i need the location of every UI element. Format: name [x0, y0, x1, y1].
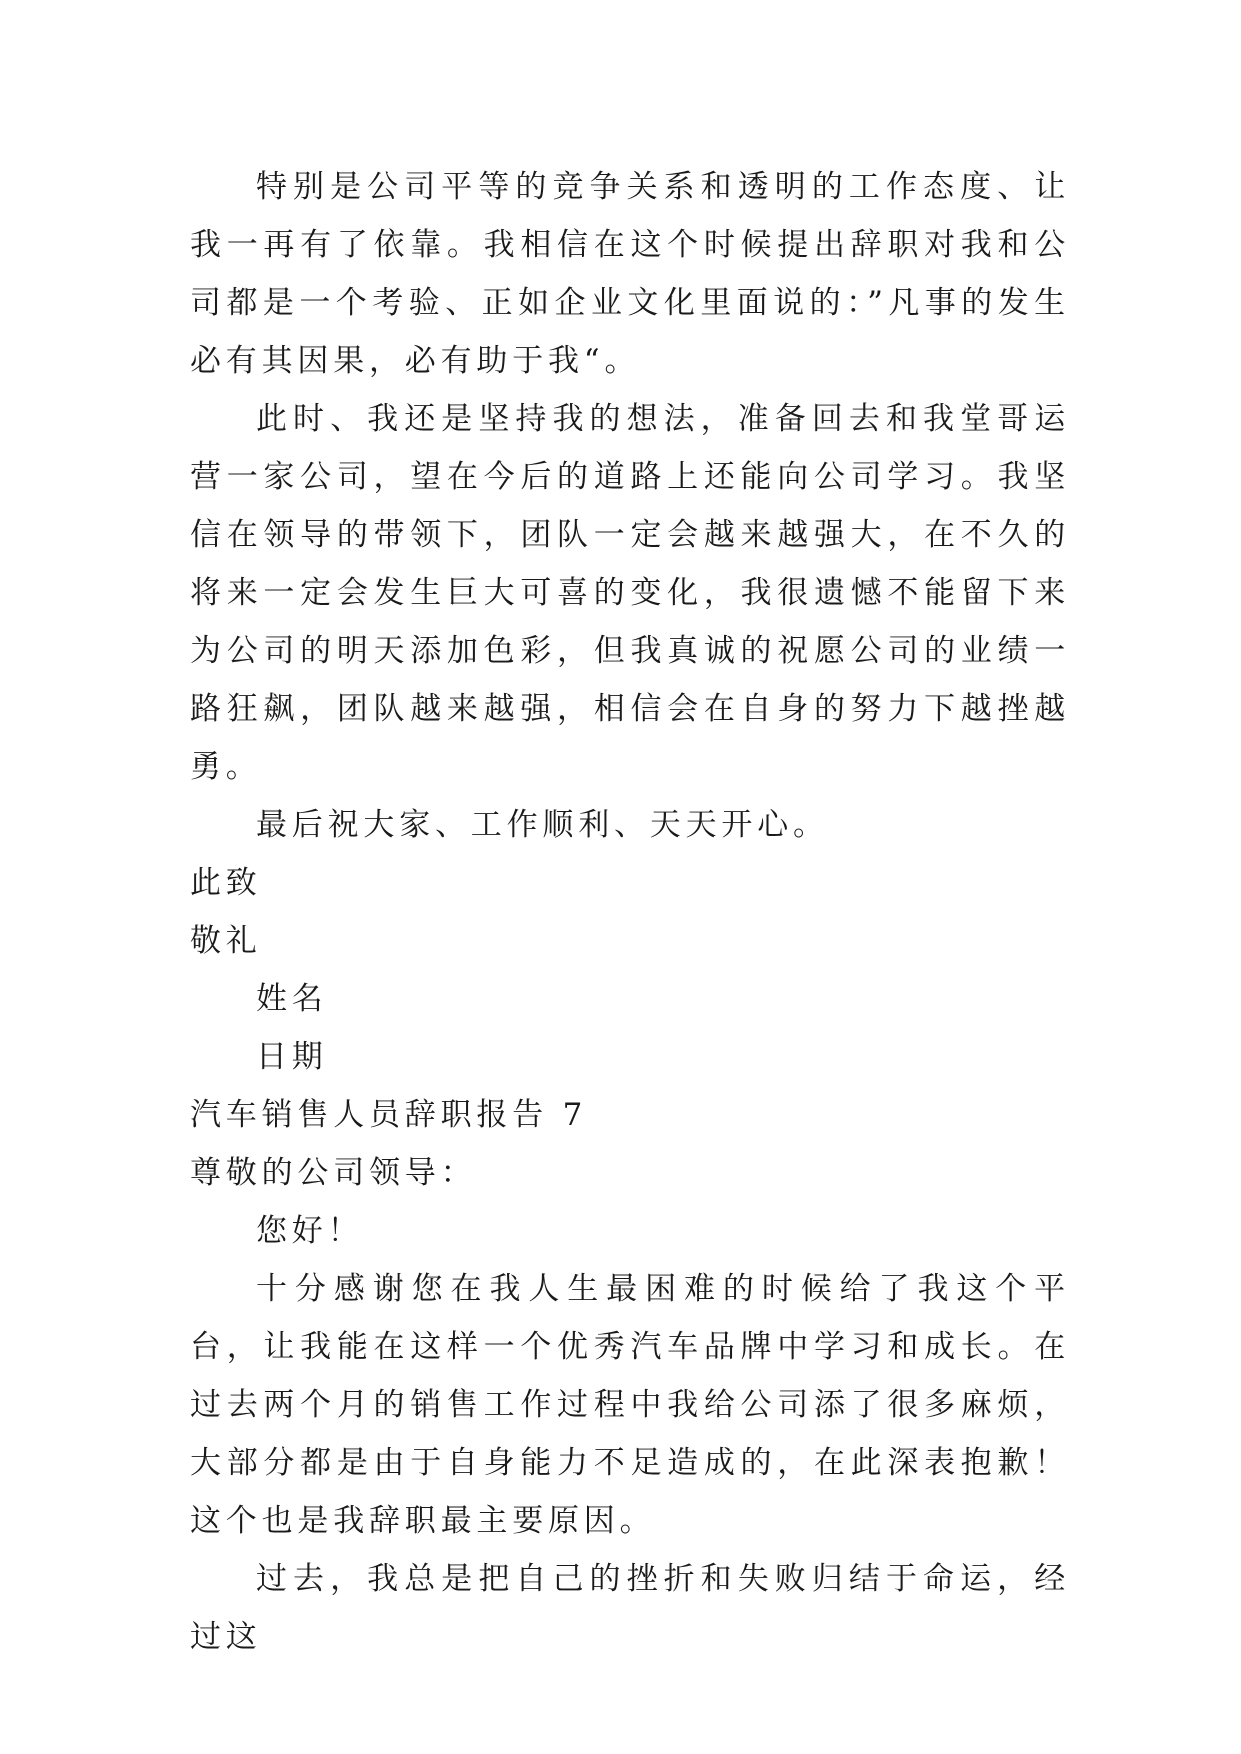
closing-salutation: 此致 [190, 865, 262, 901]
signature-date: 日期 [256, 1039, 328, 1075]
paragraph-reflection: 过去，我总是把自己的挫折和失败归结于命运，经过这 [190, 1561, 1070, 1655]
signature-name: 姓名 [256, 981, 328, 1017]
section-heading: 汽车销售人员辞职报告 7 [190, 1097, 588, 1133]
letter-addressee: 尊敬的公司领导： [190, 1155, 477, 1191]
paragraph-company-culture: 特别是公司平等的竞争关系和透明的工作态度、让我一再有了依靠。我相信在这个时候提出辞职对我和公司都是一个考验、正如企业文化里面说的：”凡事的发生必有其因果，必有助于我“。 [190, 169, 1070, 379]
paragraph-best-wishes: 最后祝大家、工作顺利、天天开心。 [256, 807, 829, 843]
paragraph-gratitude: 十分感谢您在我人生最困难的时候给了我这个平台，让我能在这样一个优秀汽车品牌中学习和成长。在过去两个月的销售工作过程中我给公司添了很多麻烦，大部分都是由于自身能力不足造成的，在此深表抱歉！这个也是我辞职最主要原因。 [190, 1271, 1070, 1539]
document-body [190, 158, 1070, 1666]
paragraph-future-plans: 此时、我还是坚持我的想法，准备回去和我堂哥运营一家公司，望在今后的道路上还能向公司学习。我坚信在领导的带领下，团队一定会越来越强大，在不久的将来一定会发生巨大可喜的变化，我很遗憾不能留下来为公司的明天添加色彩，但我真诚的祝愿公司的业绩一路狂飙，团队越来越强，相信会在自身的努力下越挫越勇。 [190, 401, 1070, 785]
closing-regards: 敬礼 [190, 923, 262, 959]
letter-greeting: 您好！ [256, 1213, 364, 1249]
